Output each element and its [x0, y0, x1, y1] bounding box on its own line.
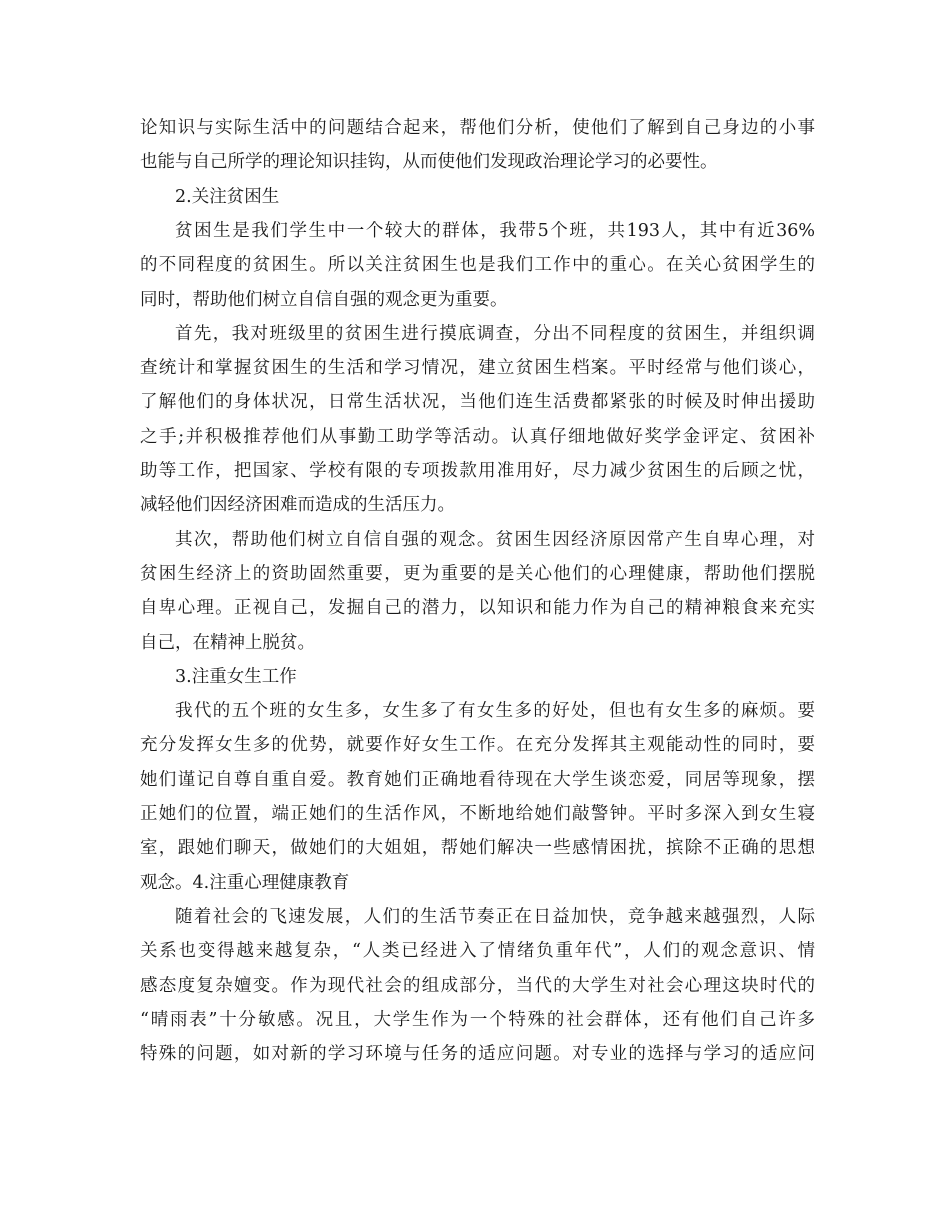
text-line: 助等工作，把国家、学校有限的专项拨款用准用好，尽力减少贫困生的后顾之忧，	[140, 461, 815, 481]
text-line: 随着社会的飞速发展，人们的生活节奏正在日益加快，竞争越来越强烈，人际	[175, 906, 815, 927]
text-line: 也能与自己所学的理论知识挂钩，从而使他们发现政治理论学习的必要性。	[140, 152, 718, 173]
text-line: 观念。4.注重心理健康教育	[140, 872, 350, 893]
text-line: 正她们的位置，端正她们的生活作风，不断地给她们敲警钟。平时多深入到女生寝	[140, 804, 815, 824]
text-line: 特殊的问题，如对新的学习环境与任务的适应问题。对专业的选择与学习的适应问	[140, 1044, 815, 1065]
text-line: 了解他们的身体状况，日常生活状况，当他们连生活费都紧张的时候及时伸出援助	[140, 392, 815, 413]
text-line: 其次，帮助他们树立自信自强的观念。贫困生因经济原因常产生自卑心理，对	[175, 529, 815, 550]
text-line: 我代的五个班的女生多，女生多了有女生多的好处，但也有女生多的麻烦。要	[175, 701, 815, 722]
text-line: 2.关注贫困生	[175, 186, 280, 207]
text-line: 关系也变得越来越复杂，“人类已经进入了情绪负重年代”，人们的观念意识、情	[140, 941, 815, 962]
text-line: 减轻他们因经济困难而造成的生活压力。	[140, 495, 455, 516]
text-line: 查统计和掌握贫困生的生活和学习情况，建立贫困生档案。平时经常与他们谈心，	[140, 358, 815, 379]
text-line: “晴雨表”十分敏感。况且，大学生作为一个特殊的社会群体，还有他们自己许多	[140, 1009, 815, 1030]
text-line: 同时，帮助他们树立自信自强的观念更为重要。	[140, 289, 508, 310]
text-line: 感态度复杂嬗变。作为现代社会的组成部分，当代的大学生对社会心理这块时代的	[140, 975, 815, 996]
text-line: 室，跟她们聊天，做她们的大姐姐，帮她们解决一些感情困扰，摈除不正确的思想	[140, 838, 815, 859]
text-line: 自己，在精神上脱贫。	[140, 632, 315, 653]
text-line: 之手;并积极推荐他们从事勤工助学等活动。认真仔细地做好奖学金评定、贫困补	[140, 426, 815, 447]
text-line: 她们谨记自尊自重自爱。教育她们正确地看待现在大学生谈恋爱，同居等现象，摆	[140, 769, 815, 790]
text-line: 的不同程度的贫困生。所以关注贫困生也是我们工作中的重心。在关心贫困学生的	[140, 255, 815, 276]
text-line: 贫困生是我们学生中一个较大的群体，我带5个班，共193人，其中有近36%	[175, 220, 815, 241]
text-line: 首先，我对班级里的贫困生进行摸底调查，分出不同程度的贫困生，并组织调	[175, 323, 815, 344]
text-line: 贫困生经济上的资助固然重要，更为重要的是关心他们的心理健康，帮助他们摆脱	[140, 563, 815, 584]
text-line: 论知识与实际生活中的问题结合起来，帮他们分析，使他们了解到自己身边的小事	[140, 118, 815, 138]
text-line: 充分发挥女生多的优势，就要作好女生工作。在充分发挥其主观能动性的同时，要	[140, 735, 815, 756]
text-line: 自卑心理。正视自己，发掘自己的潜力，以知识和能力作为自己的精神粮食来充实	[140, 598, 815, 619]
text-line: 3.注重女生工作	[175, 666, 297, 687]
